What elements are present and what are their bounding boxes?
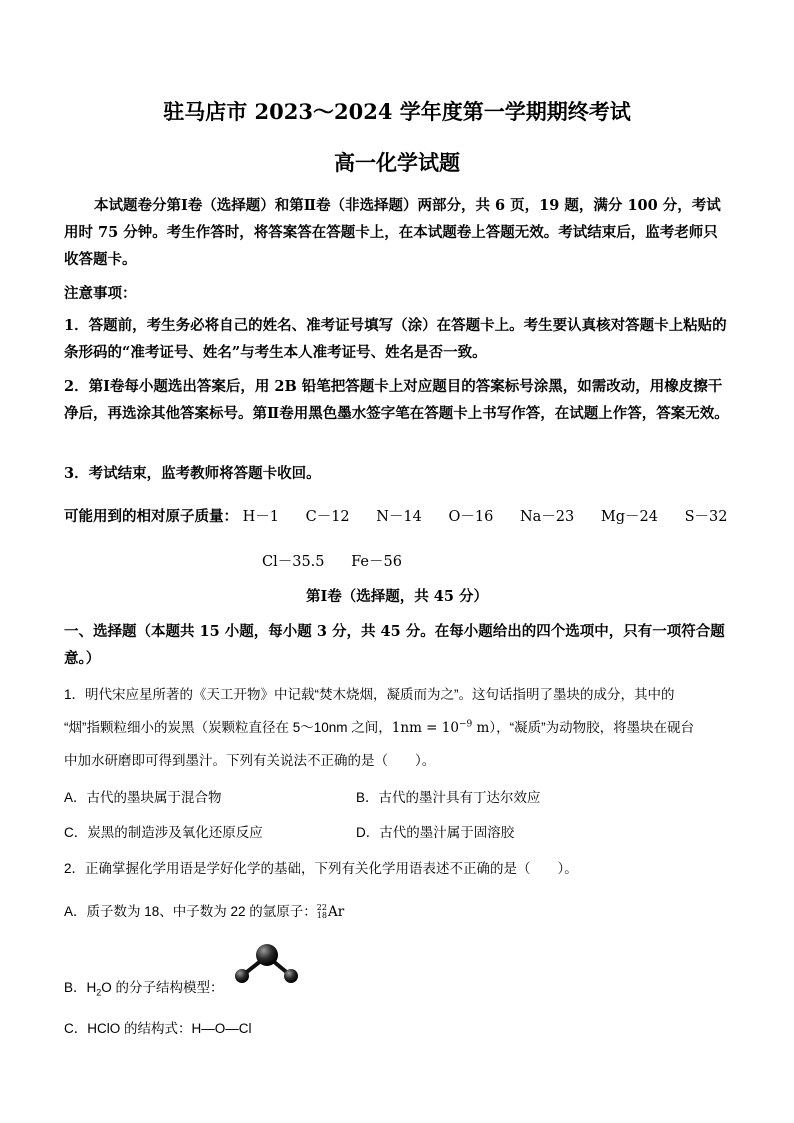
q1-unit-m: m — [476, 720, 490, 736]
mass-c: C－12 — [305, 509, 350, 525]
note-2: 2．第Ⅰ卷每小题选出答案后，用 2B 铅笔把答题卡上对应题目的答案标号涂黑，如需改动，用橡皮擦干净后，再选涂其他答案标号。第Ⅱ卷用黑色墨水签字笔在答题卡上书写作答，在试题上作答，答案无效。 — [64, 378, 729, 422]
q1-line2-part-a: “烟”指颗粒细小的炭黑（炭颗粒直径在 5～10nm 之间， — [64, 720, 392, 735]
q1-option-a: A．古代的墨块属于混合物 — [64, 790, 222, 805]
argon-mass-number: 22 — [316, 903, 327, 913]
q2-option-b — [64, 976, 224, 998]
mass-s: S－32 — [684, 509, 728, 525]
mass-cl: Cl－35.5 — [262, 554, 325, 570]
q1-option-c: C．炭黑的制造涉及氧化还原反应 — [64, 825, 263, 840]
water-molecule-model-icon — [232, 942, 304, 990]
exam-subtitle: 高一化学试题 — [334, 150, 460, 175]
q1-option-d: D．古代的墨汁属于固溶胶 — [356, 825, 515, 840]
q2-option-b-post: O 的分子结构模型： — [101, 980, 224, 995]
atomic-masses-row2 — [262, 550, 424, 571]
q2-option-b-pre: B．H — [64, 980, 97, 995]
q1-line1: 1．明代宋应星所著的《天工开物》中记载“焚木烧烟，凝质而为之”。这句话指明了墨块的成分，其中的 — [64, 687, 675, 702]
argon-atomic-number: 18 — [316, 911, 327, 921]
q1-option-b: B．古代的墨汁具有丁达尔效应 — [356, 790, 541, 805]
mass-h: H－1 — [242, 509, 279, 525]
q2-option-c: C．HClO 的结构式：H—O—Cl — [64, 1021, 252, 1036]
q1-unit-exponent: −9 — [458, 719, 473, 730]
atomic-masses-row1 — [64, 505, 749, 526]
q1-unit — [392, 720, 490, 736]
q1-line3: 中加水研磨即可得到墨汁。下列有关说法不正确的是（ ）。 — [64, 753, 436, 768]
q2-option-a-text: A．质子数为 18、中子数为 22 的氩原子： — [64, 904, 317, 919]
q1-line2-part-b: ），“凝质”为动物胶，将墨块在砚台 — [489, 720, 695, 735]
atomic-masses-label: 可能用到的相对原子质量： — [64, 508, 238, 525]
note-3: 3．考试结束，监考教师将答题卡收回。 — [64, 465, 321, 482]
argon-nuclide-numbers — [317, 904, 327, 920]
notes-heading: 注意事项： — [64, 285, 137, 302]
q1-unit-base: 1nm = 10 — [391, 720, 459, 736]
exam-title: 驻马店市 2023～2024 学年度第一学期期终考试 — [163, 99, 631, 124]
q2-stem: 2．正确掌握化学用语是学好化学的基础，下列有关化学用语表述不正确的是（ ）。 — [64, 861, 578, 876]
mass-o: O－16 — [448, 509, 494, 525]
mass-na: Na－23 — [519, 509, 575, 525]
atomic-masses-list — [243, 509, 750, 525]
q1-line2 — [64, 716, 694, 736]
part1-heading: 第Ⅰ卷（选择题，共 45 分） — [305, 588, 489, 605]
q2-option-b-sub: 2 — [96, 987, 102, 998]
mass-mg: Mg－24 — [600, 509, 658, 525]
section1-heading: 一、选择题（本题共 15 小题，每小题 3 分，共 45 分。在每小题给出的四个选项中，只有一项符合题意。） — [64, 623, 725, 667]
note-1: 1．答题前，考生务必将自己的姓名、准考证号填写（涂）在答题卡上。考生要认真核对答题卡上粘贴的条形码的“准考证号、姓名”与考生本人准考证号、姓名是否一致。 — [64, 317, 727, 361]
q2-option-a — [64, 900, 344, 920]
mass-fe: Fe－56 — [351, 554, 402, 570]
argon-symbol: Ar — [327, 904, 345, 920]
intro-paragraph: 本试题卷分第Ⅰ卷（选择题）和第Ⅱ卷（非选择题）两部分，共 6 页，19 题，满分 100 分，考试用时 75 分钟。考生作答时，将答案答在答题卡上，在本试题卷上答题无效。考试结束后，监考老师只收答题卡。 — [64, 197, 721, 268]
mass-n: N－14 — [376, 509, 422, 525]
